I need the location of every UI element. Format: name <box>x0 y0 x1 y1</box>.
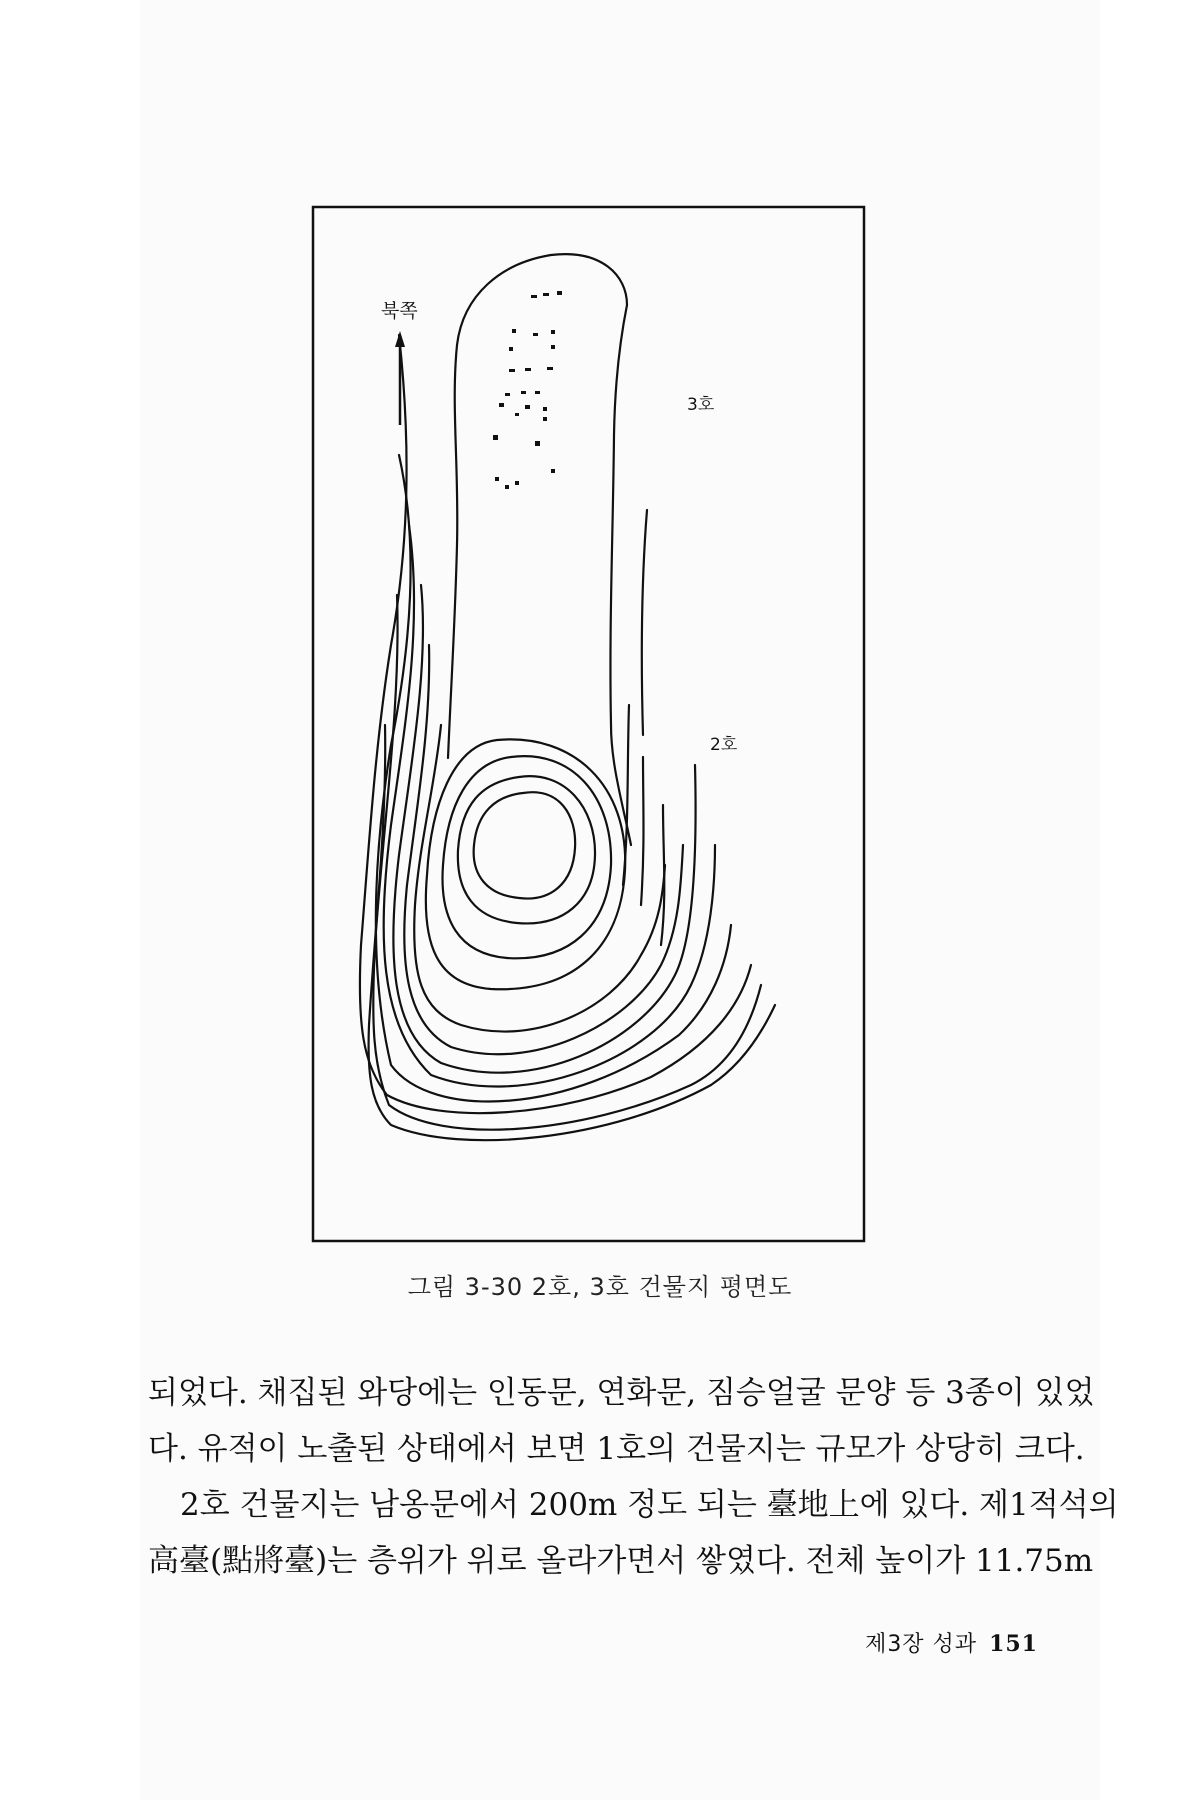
stone-marks <box>493 291 562 489</box>
body-line: 2호 건물지는 남옹문에서 200m 정도 되는 臺地上에 있다. 제1적석의 <box>180 1487 1119 1523</box>
page-number: 151 <box>989 1631 1038 1657</box>
contour-map <box>311 205 866 1243</box>
contour-line-10 <box>623 705 629 885</box>
contour-line-9 <box>642 510 647 735</box>
contour-line-2 <box>404 645 683 1054</box>
body-line: 되었다. 채집된 와당에는 인동문, 연화문, 짐승얼굴 문양 등 3종이 있었 <box>148 1375 1095 1411</box>
page-footer <box>865 1627 1038 1658</box>
body-line: 高臺(點將臺)는 층위가 위로 올라가면서 쌓였다. 전체 높이가 11.75m <box>148 1543 1094 1579</box>
contour-line-5 <box>376 455 731 1101</box>
contour-line-12 <box>661 805 664 945</box>
north-label: 북쪽 <box>381 300 418 322</box>
figure-caption: 그림 3-30 2호, 3호 건물지 평면도 <box>407 1273 793 1301</box>
contour-line-3 <box>393 585 695 1073</box>
site-plan-figure <box>311 205 866 1243</box>
contour-line-11 <box>641 757 644 905</box>
label-3ho: 3호 <box>687 395 715 415</box>
body-text <box>148 1365 1119 1589</box>
contour-line-6 <box>360 335 751 1113</box>
contour-line-7 <box>373 595 761 1130</box>
chapter-title: 제3장 성과 <box>865 1632 978 1657</box>
contour-ring-1 <box>474 792 576 898</box>
contour-line-4 <box>384 525 715 1087</box>
contour-ring-3 <box>443 756 612 958</box>
body-line: 다. 유적이 노출된 상태에서 보면 1호의 건물지는 규모가 상당히 크다. <box>148 1431 1085 1467</box>
label-2ho: 2호 <box>710 735 738 755</box>
